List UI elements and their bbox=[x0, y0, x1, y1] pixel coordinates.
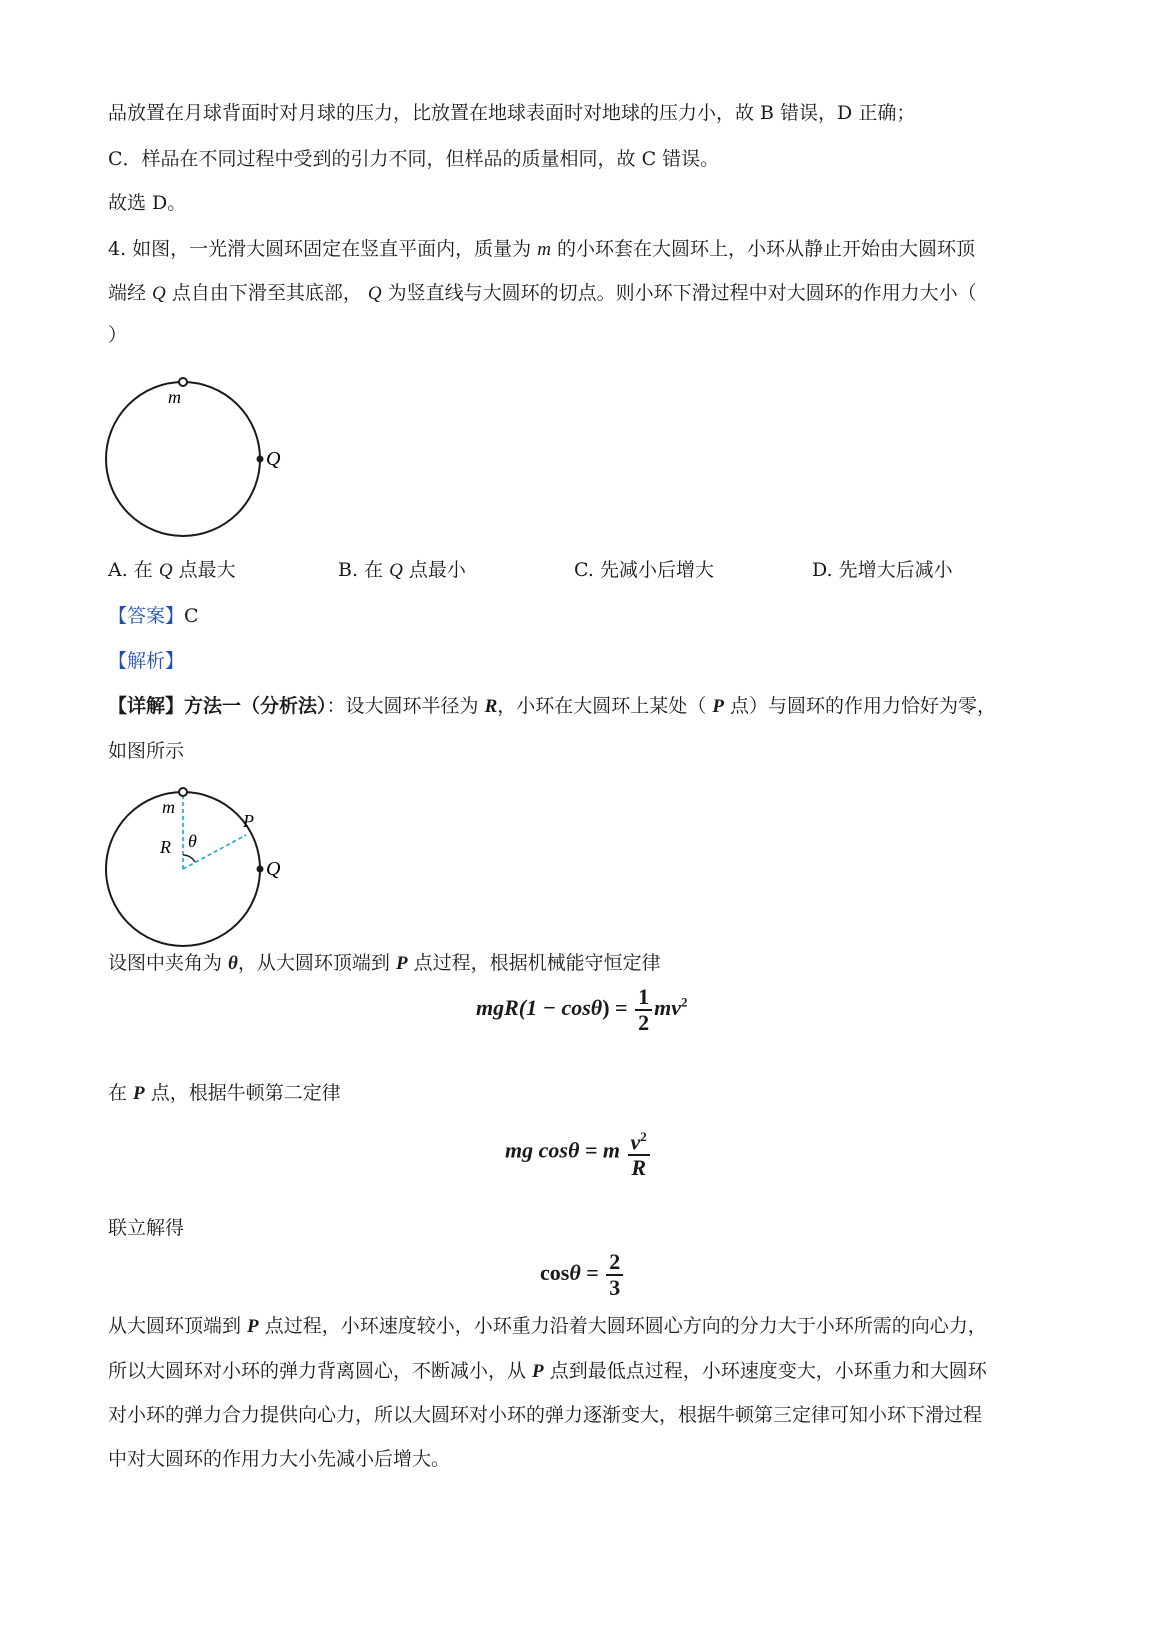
option-c: C. 先减小后增大 bbox=[574, 559, 714, 581]
text-line-1: 品放置在月球背面时对月球的压力，比放置在地球表面时对地球的压力小，故 B 错误，D 正确； bbox=[108, 102, 916, 124]
paragraph-line-3: 对小环的弹力合力提供向心力，所以大圆环对小环的弹力逐渐变大，根据牛顿第三定律可知小环下滑过程 bbox=[108, 1404, 983, 1426]
option-a: A. 在 Q 点最大 bbox=[108, 559, 236, 581]
point-q-dot bbox=[257, 456, 264, 463]
answer-value: C bbox=[184, 605, 199, 627]
step-1-text: 设图中夹角为 θ，从大圆环顶端到 P 点过程，根据机械能守恒定律 bbox=[108, 952, 661, 974]
small-ring bbox=[179, 378, 187, 386]
theta-arc bbox=[183, 855, 195, 862]
ring-figure-1 bbox=[100, 365, 290, 540]
text-line-2: C．样品在不同过程中受到的引力不同，但样品的质量相同，故 C 错误。 bbox=[108, 148, 720, 170]
detail-line-2: 如图所示 bbox=[108, 740, 185, 762]
analysis-tag: 【解析】 bbox=[108, 650, 185, 672]
detail-line-1: 【详解】方法一（分析法）：设大圆环半径为 R，小环在大圆环上某处（ P 点）与圆环的作用力恰好为零， bbox=[108, 695, 996, 717]
answer-tag: 【答案】 bbox=[108, 605, 185, 627]
step-2-text: 在 P 点，根据牛顿第二定律 bbox=[108, 1082, 341, 1104]
paragraph-line-1: 从大圆环顶端到 P 点过程，小环速度较小，小环重力沿着大圆环圆心方向的分力大于小环所需的向心力， bbox=[108, 1315, 987, 1337]
paragraph-line-4: 中对大圆环的作用力大小先减小后增大。 bbox=[108, 1448, 451, 1470]
label-m: m bbox=[162, 797, 175, 817]
answer-line bbox=[108, 603, 199, 629]
label-q: Q bbox=[266, 448, 281, 470]
small-ring bbox=[179, 788, 187, 796]
formula-newton: mg cosθ = m $\frac{v^2}{R}$ bbox=[505, 1125, 652, 1180]
option-d: D. 先增大后减小 bbox=[812, 559, 953, 581]
question-4-line-1: 4. 如图，一光滑大圆环固定在竖直平面内，质量为 m 的小环套在大圆环上，小环从静止开始由大圆环顶 bbox=[108, 238, 975, 260]
option-b: B. 在 Q 点最小 bbox=[338, 559, 466, 581]
question-4-line-3: ） bbox=[108, 324, 128, 346]
label-theta: θ bbox=[188, 831, 197, 851]
question-4-line-2: 端经 Q 点自由下滑至其底部， Q 为竖直线与大圆环的切点。则小环下滑过程中对大圆环的作用力大小（ bbox=[108, 282, 977, 304]
step-3-text: 联立解得 bbox=[108, 1217, 185, 1239]
point-q-dot bbox=[257, 866, 264, 873]
formula-energy: mgR(1 − cosθ) = $\frac{1}{2}$ $mv^2$ bbox=[476, 984, 688, 1035]
label-q: Q bbox=[266, 858, 281, 880]
label-r: R bbox=[160, 837, 171, 857]
big-ring bbox=[106, 382, 260, 536]
formula-result: cosθ = $\frac{2}{3}$ bbox=[540, 1250, 625, 1300]
label-m: m bbox=[168, 387, 181, 407]
ring-figure-2 bbox=[100, 775, 300, 950]
label-p: P bbox=[243, 811, 254, 831]
text-line-3: 故选 D。 bbox=[108, 192, 187, 214]
paragraph-line-2: 所以大圆环对小环的弹力背离圆心，不断减小，从 P 点到最低点过程，小环速度变大，小环重力和大圆环 bbox=[108, 1360, 987, 1382]
